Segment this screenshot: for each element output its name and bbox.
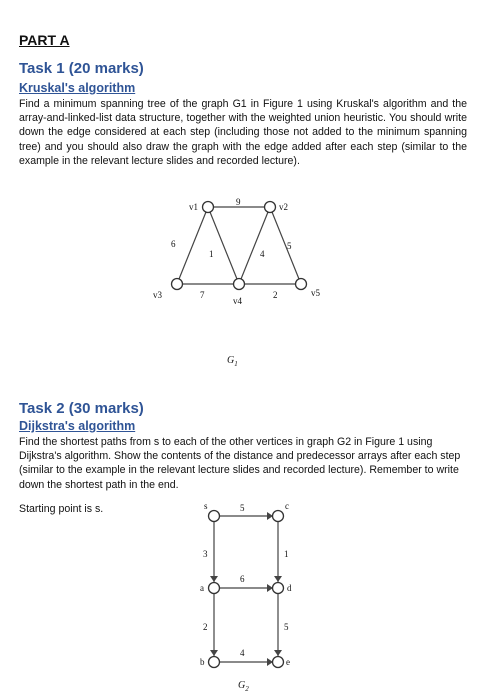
g2-weight-s-a: 3 [203,549,208,559]
g2-label-s: s [204,501,208,511]
task1-title: Task 1 (20 marks) [19,60,144,77]
g2-arrowhead-d [274,576,282,582]
g1-edge-v1-v4 [208,207,239,284]
g1-node-v5 [296,279,307,290]
g1-weight-v4-v5: 2 [273,290,278,300]
g2-arrowhead-e [274,650,282,656]
g1-weight-v1-v4: 1 [209,249,214,259]
graph-g2 [200,501,292,693]
g2-label-b: b [200,657,205,667]
g1-weight-v2-v5: 5 [287,241,292,251]
task2-subtitle: Dijkstra's algorithm [19,419,136,433]
g2-arrowhead-a [210,576,218,582]
g2-weight-b-e: 4 [240,648,245,658]
task1-description: Find a minimum spanning tree of the graph G1 in Figure 1 using Kruskal's algorithm and the array-and-linked-list data structure, together with the weighted union heuristic. You should write down the edge considered at each step (including those not added to the minimum spanning tree) and you should also draw the graph with the edge added after each step (similar to the example in the relevant lecture slides and recorded lecture). [19,98,467,167]
g1-weight-v2-v4: 4 [260,249,265,259]
task2-title: Task 2 (30 marks) [19,400,144,417]
g2-weight-s-c: 5 [240,503,245,513]
g1-edge-v2-v4 [239,207,270,284]
g1-node-v2 [265,202,276,213]
g2-node-a [209,583,220,594]
g2-node-b [209,657,220,668]
g1-caption: $G_1$ [227,355,238,368]
g2-caption: $G_2$ [238,680,249,693]
g1-edge-v2-v5 [270,207,301,284]
g1-label-v2: v2 [279,202,288,212]
part-title: PART A [19,32,70,48]
g1-node-v1 [203,202,214,213]
g2-label-e: e [286,657,290,667]
g1-node-v4 [234,279,245,290]
g2-weight-c-d: 1 [284,549,289,559]
g2-label-a: a [200,583,204,593]
g1-label-v1: v1 [189,202,198,212]
g1-edge-v1-v3 [177,207,208,284]
g1-weight-v1-v3: 6 [171,239,176,249]
g2-node-e [273,657,284,668]
g1-label-v4: v4 [233,296,242,306]
task2-description: Find the shortest paths from s to each of the other vertices in graph G2 in Figure 1 using Dijkstra's algorithm. Show the contents of the distance and predecessor arrays after each step (similar to the example in the relevant lecture slides and recorded lecture). Remember to write down the shortest path in the end. [19,436,461,491]
task2-start-point: Starting point is s. [19,503,104,515]
g2-label-d: d [287,583,292,593]
g2-node-d [273,583,284,594]
g1-label-v5: v5 [311,288,320,298]
g2-label-c: c [285,501,289,511]
g2-weight-a-d: 6 [240,574,245,584]
task1-subtitle: Kruskal's algorithm [19,81,136,95]
g2-weight-a-b: 2 [203,622,208,632]
g1-label-v3: v3 [153,290,162,300]
g2-weight-d-e: 5 [284,622,289,632]
graph-g1 [153,197,321,368]
g2-arrowhead-b [210,650,218,656]
g1-weight-v3-v4: 7 [200,290,205,300]
g1-weight-v1-v2: 9 [236,197,241,207]
g1-node-v3 [172,279,183,290]
